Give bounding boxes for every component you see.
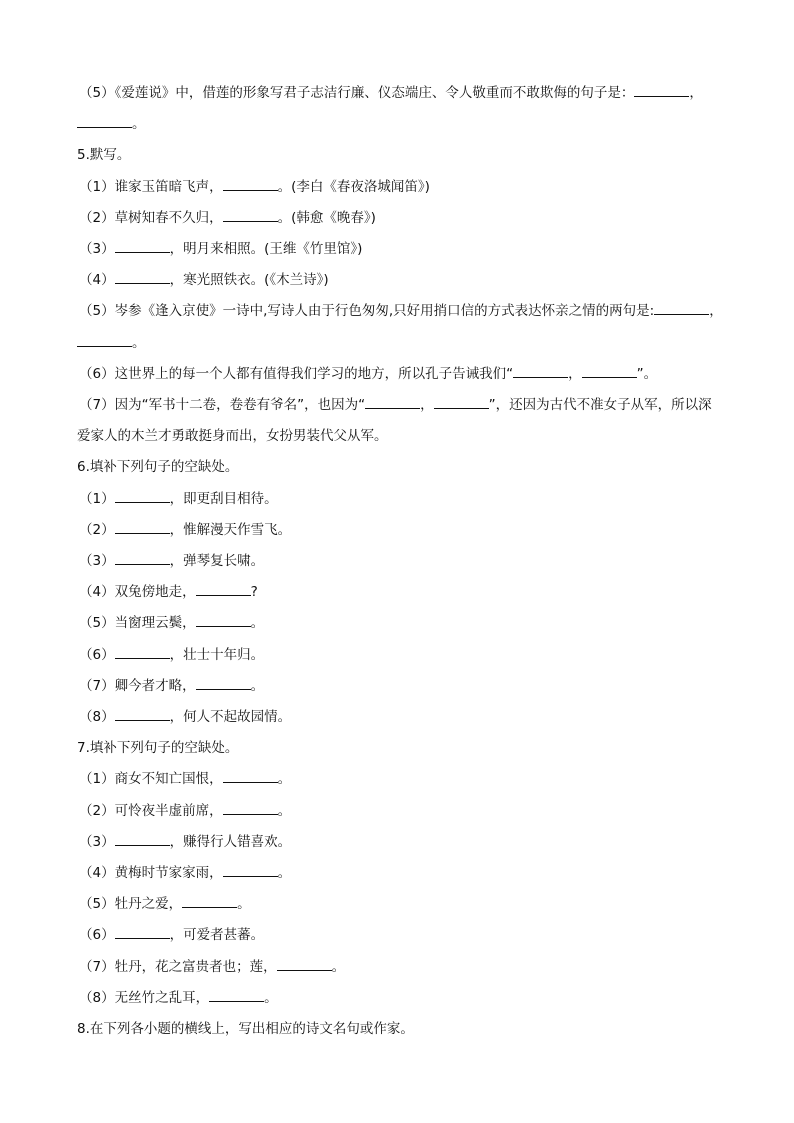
answer-blank[interactable]: [223, 770, 278, 783]
line-text: （8）: [79, 709, 115, 725]
answer-blank[interactable]: [115, 490, 170, 503]
question-line: [77, 427, 388, 445]
question-line: [79, 770, 291, 788]
question-line: [79, 396, 712, 414]
line-text: （5）牡丹之爱，: [79, 896, 183, 912]
question-line: [79, 864, 291, 882]
line-text: ”。: [636, 366, 658, 382]
answer-blank[interactable]: [513, 365, 568, 378]
line-text: ，: [709, 303, 723, 319]
answer-blank[interactable]: [654, 302, 709, 315]
question-line: [79, 646, 264, 664]
line-text: ，惟解漫天作雪飞。: [169, 522, 292, 538]
line-text: ，: [568, 366, 582, 382]
answer-blank[interactable]: [115, 646, 170, 659]
question-line: [79, 521, 291, 539]
answer-blank[interactable]: [77, 334, 132, 347]
question-line: [79, 84, 703, 102]
question-line: [79, 708, 291, 726]
answer-blank[interactable]: [196, 583, 251, 596]
answer-blank[interactable]: [223, 864, 278, 877]
line-text: 。: [237, 896, 251, 912]
line-text: ，壮士十年归。: [169, 647, 265, 663]
answer-blank[interactable]: [115, 708, 170, 721]
line-text: 7.填补下列句子的空缺处。: [77, 740, 239, 756]
line-text: 8.在下列各小题的横线上，写出相应的诗文名句或作家。: [77, 1021, 414, 1037]
line-text: （3）: [79, 553, 115, 569]
answer-blank[interactable]: [223, 209, 278, 222]
line-text: 。: [250, 678, 265, 694]
line-text: （6）这世界上的每一个人都有值得我们学习的地方，所以孔子告诫我们“: [79, 366, 514, 382]
line-text: （4）黄梅时节家家雨，: [79, 865, 223, 881]
answer-blank[interactable]: [209, 989, 264, 1002]
line-text: 5.默写。: [77, 147, 131, 163]
line-text: 。: [264, 990, 278, 1006]
answer-blank[interactable]: [115, 833, 170, 846]
answer-blank[interactable]: [115, 926, 170, 939]
question-line: [79, 989, 278, 1007]
line-text: （5）当窗理云鬓，: [79, 615, 196, 631]
line-text: 。(李白《春夜洛城闻笛》): [277, 179, 430, 195]
line-text: （7）卿今者才略，: [79, 678, 196, 694]
line-text: （1）商女不知亡国恨，: [79, 771, 223, 787]
section-heading: [77, 1020, 414, 1038]
line-text: （4）双兔傍地走，: [79, 584, 196, 600]
line-text: ，弹琴复长啸。: [169, 553, 265, 569]
line-text: ，: [420, 397, 434, 413]
section-heading: [77, 146, 130, 164]
line-text: 。: [277, 865, 292, 881]
line-text: （7）牡丹，花之富贵者也；莲，: [79, 959, 277, 975]
answer-blank[interactable]: [223, 178, 278, 191]
question-line: [79, 240, 362, 258]
answer-blank[interactable]: [582, 365, 637, 378]
line-text: （2）草树知春不久归，: [79, 210, 223, 226]
line-text: 。: [277, 771, 292, 787]
question-line: [79, 302, 723, 320]
line-text: （3）: [79, 241, 115, 257]
line-text: （5）《爱莲说》中，借莲的形象写君子志洁行廉、仪态端庄、令人敬重而不敢欺侮的句子是：: [79, 85, 635, 101]
line-text: ，可爱者甚蕃。: [169, 927, 265, 943]
question-line: [79, 490, 278, 508]
question-line: [77, 334, 146, 352]
answer-blank[interactable]: [77, 115, 132, 128]
answer-blank[interactable]: [634, 84, 689, 97]
question-line: [79, 583, 258, 601]
answer-blank[interactable]: [115, 521, 170, 534]
line-text: （1）: [79, 491, 115, 507]
line-text: ?: [250, 584, 258, 600]
line-text: ，赚得行人错喜欢。: [169, 834, 292, 850]
line-text: （4）: [79, 272, 115, 288]
line-text: （1）谁家玉笛暗飞声，: [79, 179, 223, 195]
answer-blank[interactable]: [223, 802, 278, 815]
answer-blank[interactable]: [115, 552, 170, 565]
question-line: [79, 614, 264, 632]
line-text: ，何人不起故园情。: [169, 709, 292, 725]
section-heading: [77, 458, 238, 476]
line-text: （5）岑参《逢入京使》一诗中,写诗人由于行色匆匆,只好用捎口信的方式表达怀亲之情的两句是:: [79, 303, 655, 319]
line-text: （7）因为“军书十二卷，卷卷有爷名”，也因为“: [79, 397, 366, 413]
line-text: （6）: [79, 927, 115, 943]
line-text: 爱家人的木兰才勇敢挺身而出，女扮男装代父从军。: [77, 428, 388, 444]
question-line: [79, 178, 430, 196]
line-text: ，明月来相照。(王维《竹里馆》): [169, 241, 363, 257]
line-text: 。: [331, 959, 346, 975]
answer-blank[interactable]: [196, 614, 251, 627]
section-heading: [77, 739, 238, 757]
question-line: [79, 958, 345, 976]
question-line: [79, 365, 657, 383]
line-text: ，即更刮目相待。: [169, 491, 278, 507]
line-text: （2）可怜夜半虚前席，: [79, 803, 223, 819]
question-line: [79, 926, 264, 944]
line-text: （6）: [79, 647, 115, 663]
line-text: （8）无丝竹之乱耳，: [79, 990, 210, 1006]
question-line: [79, 271, 329, 289]
line-text: ，寒光照铁衣。(《木兰诗》): [169, 272, 329, 288]
question-line: [79, 833, 291, 851]
question-line: [79, 677, 264, 695]
question-line: [79, 552, 264, 570]
line-text: 6.填补下列句子的空缺处。: [77, 459, 239, 475]
answer-blank[interactable]: [182, 895, 237, 908]
line-text: 。: [132, 335, 146, 351]
line-text: 。: [132, 116, 146, 132]
line-text: 。: [250, 615, 265, 631]
answer-blank[interactable]: [277, 958, 332, 971]
answer-blank[interactable]: [434, 396, 489, 409]
answer-blank[interactable]: [365, 396, 420, 409]
answer-blank[interactable]: [196, 677, 251, 690]
answer-blank[interactable]: [115, 240, 170, 253]
answer-blank[interactable]: [115, 271, 170, 284]
question-line: [79, 895, 251, 913]
line-text: ”，还因为古代不准女子从军，所以深: [488, 397, 712, 413]
question-line: [79, 209, 376, 227]
question-line: [77, 115, 146, 133]
line-text: ，: [689, 85, 703, 101]
line-text: （2）: [79, 522, 115, 538]
question-line: [79, 802, 291, 820]
line-text: 。: [277, 803, 292, 819]
line-text: 。(韩愈《晚春》): [277, 210, 376, 226]
line-text: （3）: [79, 834, 115, 850]
